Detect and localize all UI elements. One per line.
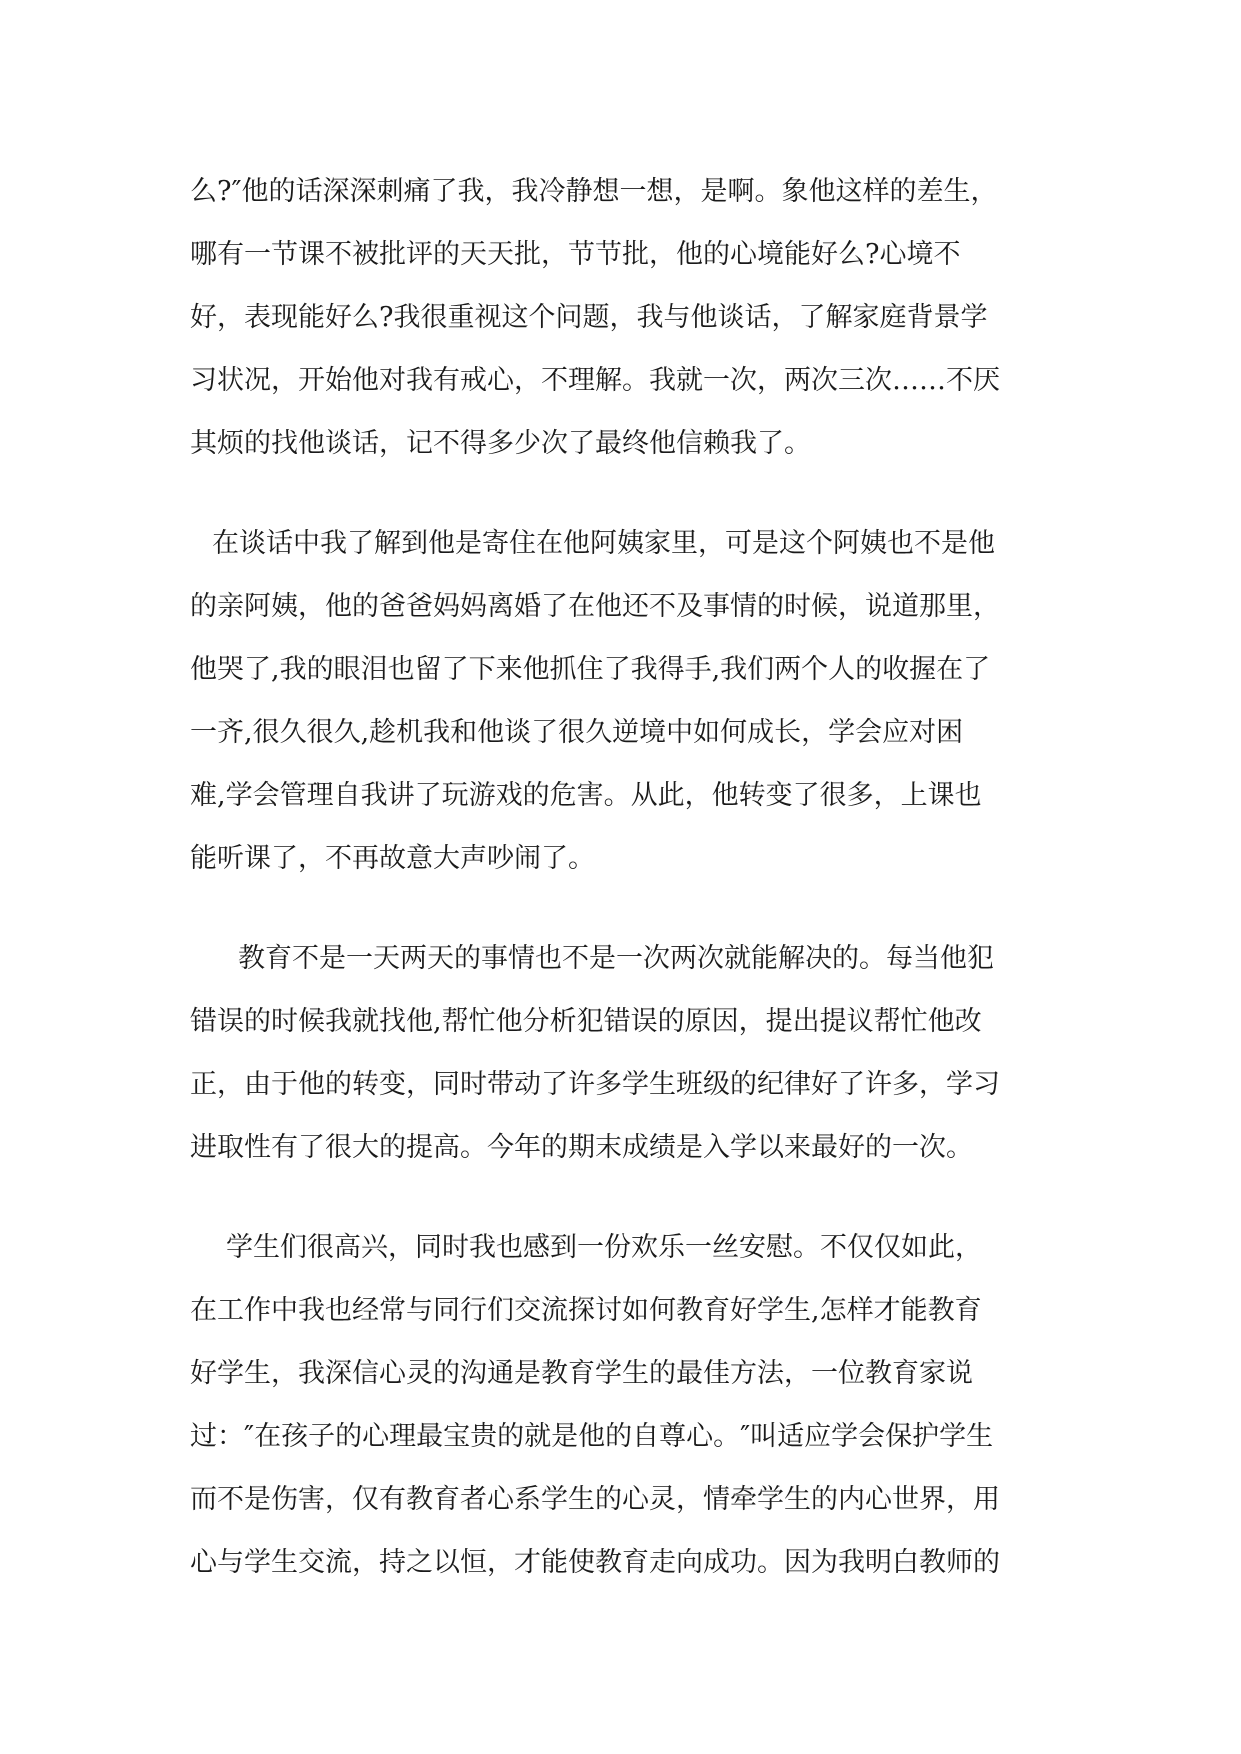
text-line: 学生们很高兴，同时我也感到一份欢乐一丝安慰。不仅仅如此， [226,1232,982,1263]
text-line: 在工作中我也经常与同行们交流探讨如何教育好学生,怎样才能教育 [190,1295,982,1326]
text-line: 么?″他的话深深刺痛了我，我冷静想一想，是啊。象他这样的差生， [190,176,998,207]
text-line: 好学生，我深信心灵的沟通是教育学生的最佳方法，一位教育家说 [190,1358,973,1389]
text-line: 难,学会管理自我讲了玩游戏的危害。从此，他转变了很多，上课也 [190,780,982,811]
text-line: 正，由于他的转变，同时带动了许多学生班级的纪律好了许多，学习 [190,1069,1000,1100]
text-line: 好，表现能好么?我很重视这个问题，我与他谈话，了解家庭背景学 [190,302,988,333]
text-line: 过：″在孩子的心理最宝贵的就是他的自尊心。″叫适应学会保护学生 [190,1421,994,1452]
text-line: 而不是伤害，仅有教育者心系学生的心灵，情牵学生的内心世界，用 [190,1484,1000,1515]
paragraph-4 [190,1216,1070,1594]
paragraph-gap [190,475,1070,512]
text-line: 他哭了,我的眼泪也留了下来他抓住了我得手,我们两个人的收握在了 [190,654,991,685]
text-line: 进取性有了很大的提高。今年的期末成绩是入学以来最好的一次。 [190,1132,973,1163]
text-line: 教育不是一天两天的事情也不是一次两次就能解决的。每当他犯 [238,943,994,974]
text-line: 在谈话中我了解到他是寄住在他阿姨家里，可是这个阿姨也不是他 [212,528,995,559]
paragraph-1 [190,160,1070,475]
text-line: 哪有一节课不被批评的天天批，节节批，他的心境能好么?心境不 [190,239,961,270]
text-line: 习状况，开始他对我有戒心，不理解。我就一次，两次三次……不厌 [190,365,1000,396]
paragraph-gap [190,890,1070,927]
text-line: 其烦的找他谈话，记不得多少次了最终他信赖我了。 [190,428,811,459]
paragraph-2 [190,512,1070,890]
body-text [190,160,1070,1594]
paragraph-gap [190,1179,1070,1216]
text-line: 能听课了，不再故意大声吵闹了。 [190,843,595,874]
text-line: 错误的时候我就找他,帮忙他分析犯错误的原因，提出提议帮忙他改 [190,1006,982,1037]
text-line: 心与学生交流，持之以恒，才能使教育走向成功。因为我明白教师的 [190,1547,1000,1578]
text-line: 的亲阿姨，他的爸爸妈妈离婚了在他还不及事情的时候，说道那里， [190,591,1000,622]
text-line: 一齐,很久很久,趁机我和他谈了很久逆境中如何成长，学会应对困 [190,717,964,748]
paragraph-3 [190,927,1070,1179]
